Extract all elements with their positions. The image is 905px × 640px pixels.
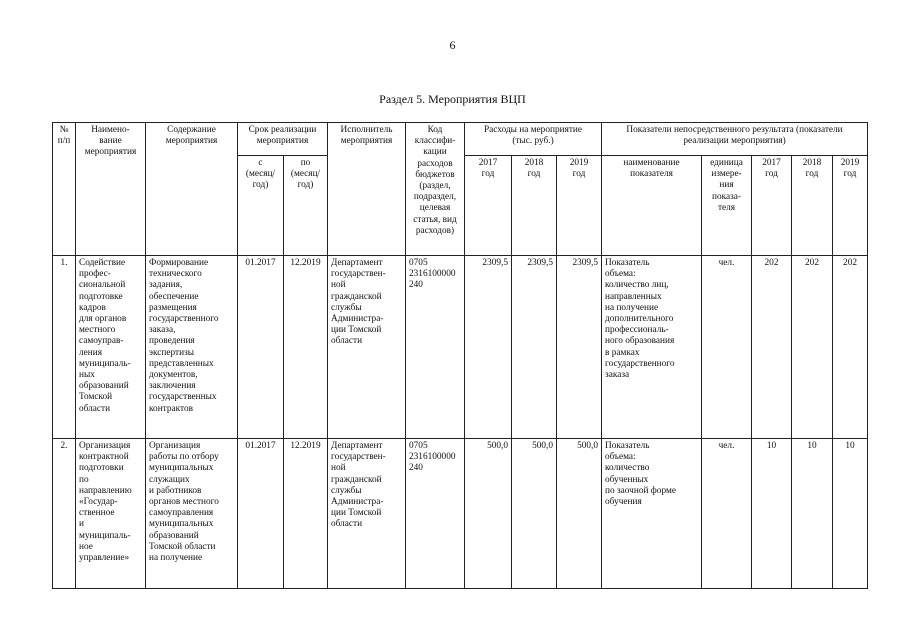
header-name: Наимено- вание мероприятия — [76, 123, 146, 256]
row-indicator-name: Показатель объема: количество лиц, направленных на получение дополнительного профессиональ- ного образования в рамках государственного заказа — [602, 256, 702, 439]
header-row-1 — [53, 123, 868, 156]
row-cost-2019: 2309,5 — [557, 256, 602, 439]
row-num: 1. — [53, 256, 76, 439]
row-executor: Департамент государствен- ной гражданской службы Администра- ции Томской области — [328, 256, 406, 439]
section-title: Раздел 5. Мероприятия ВЦП — [379, 92, 526, 106]
activities-table — [52, 122, 868, 589]
row-name: Содействие профес- сиональной подготовке кадров для органов местного самоуправ- ления муниципаль- ных образований Томской области — [76, 256, 146, 439]
page-number: 6 — [449, 38, 456, 52]
row-indicator-2017: 202 — [752, 256, 792, 439]
row-indicator-name: Показатель объема: количество обученных по заочной форме обучения — [602, 439, 702, 589]
row-period-from: 01.2017 — [238, 439, 284, 589]
row-cost-2017: 2309,5 — [465, 256, 512, 439]
header-indicator-name: наименование показателя — [602, 156, 702, 256]
row-indicator-unit: чел. — [702, 256, 752, 439]
row-period-from: 01.2017 — [238, 256, 284, 439]
row-indicator-2018: 202 — [792, 256, 833, 439]
header-period: Срок реализации мероприятия — [238, 123, 328, 156]
row-indicator-2018: 10 — [792, 439, 833, 589]
header-indicator-2019: 2019 год — [833, 156, 868, 256]
row-num: 2. — [53, 439, 76, 589]
table-row — [53, 256, 868, 439]
row-period-to: 12.2019 — [284, 256, 328, 439]
row-executor: Департамент государствен- ной гражданской службы Администра- ции Томской области — [328, 439, 406, 589]
row-cost-2018: 2309,5 — [512, 256, 557, 439]
row-code: 0705 2316100000 240 — [406, 439, 465, 589]
header-indicator-2018: 2018 год — [792, 156, 833, 256]
row-name: Организация контрактной подготовки по направлению «Государ- ственное и муниципаль- ное управление» — [76, 439, 146, 589]
row-content: Формирование технического задания, обеспечение размещения государственного заказа, проведения экспертизы представленных документов, заключения государственных контрактов — [146, 256, 238, 439]
row-indicator-2019: 10 — [833, 439, 868, 589]
header-indicators: Показатели непосредственного результата (показатели реализации мероприятия) — [602, 123, 868, 156]
row-cost-2017: 500,0 — [465, 439, 512, 589]
header-indicator-2017: 2017 год — [752, 156, 792, 256]
row-content: Организация работы по отбору муниципальных служащих и работников органов местного самоуправления муниципальных образований Томской области на получение — [146, 439, 238, 589]
header-indicator-unit: единица измере- ния показа- теля — [702, 156, 752, 256]
header-cost-2017: 2017 год — [465, 156, 512, 256]
row-code: 0705 2316100000 240 — [406, 256, 465, 439]
header-num: № п/п — [53, 123, 76, 256]
header-cost-2018: 2018 год — [512, 156, 557, 256]
row-cost-2018: 500,0 — [512, 439, 557, 589]
row-indicator-unit: чел. — [702, 439, 752, 589]
header-content: Содержание мероприятия — [146, 123, 238, 256]
row-indicator-2019: 202 — [833, 256, 868, 439]
header-cost-2019: 2019 год — [557, 156, 602, 256]
header-costs: Расходы на мероприятие (тыс. руб.) — [465, 123, 602, 156]
table-row — [53, 439, 868, 589]
header-period-from: с (месяц/ год) — [238, 156, 284, 256]
header-code: Код классифи- кации расходов бюджетов (раздел, подраздел, целевая статья, вид расходов) — [406, 123, 465, 256]
row-cost-2019: 500,0 — [557, 439, 602, 589]
row-period-to: 12.2019 — [284, 439, 328, 589]
header-period-to: по (месяц/ год) — [284, 156, 328, 256]
row-indicator-2017: 10 — [752, 439, 792, 589]
header-executor: Исполнитель мероприятия — [328, 123, 406, 256]
